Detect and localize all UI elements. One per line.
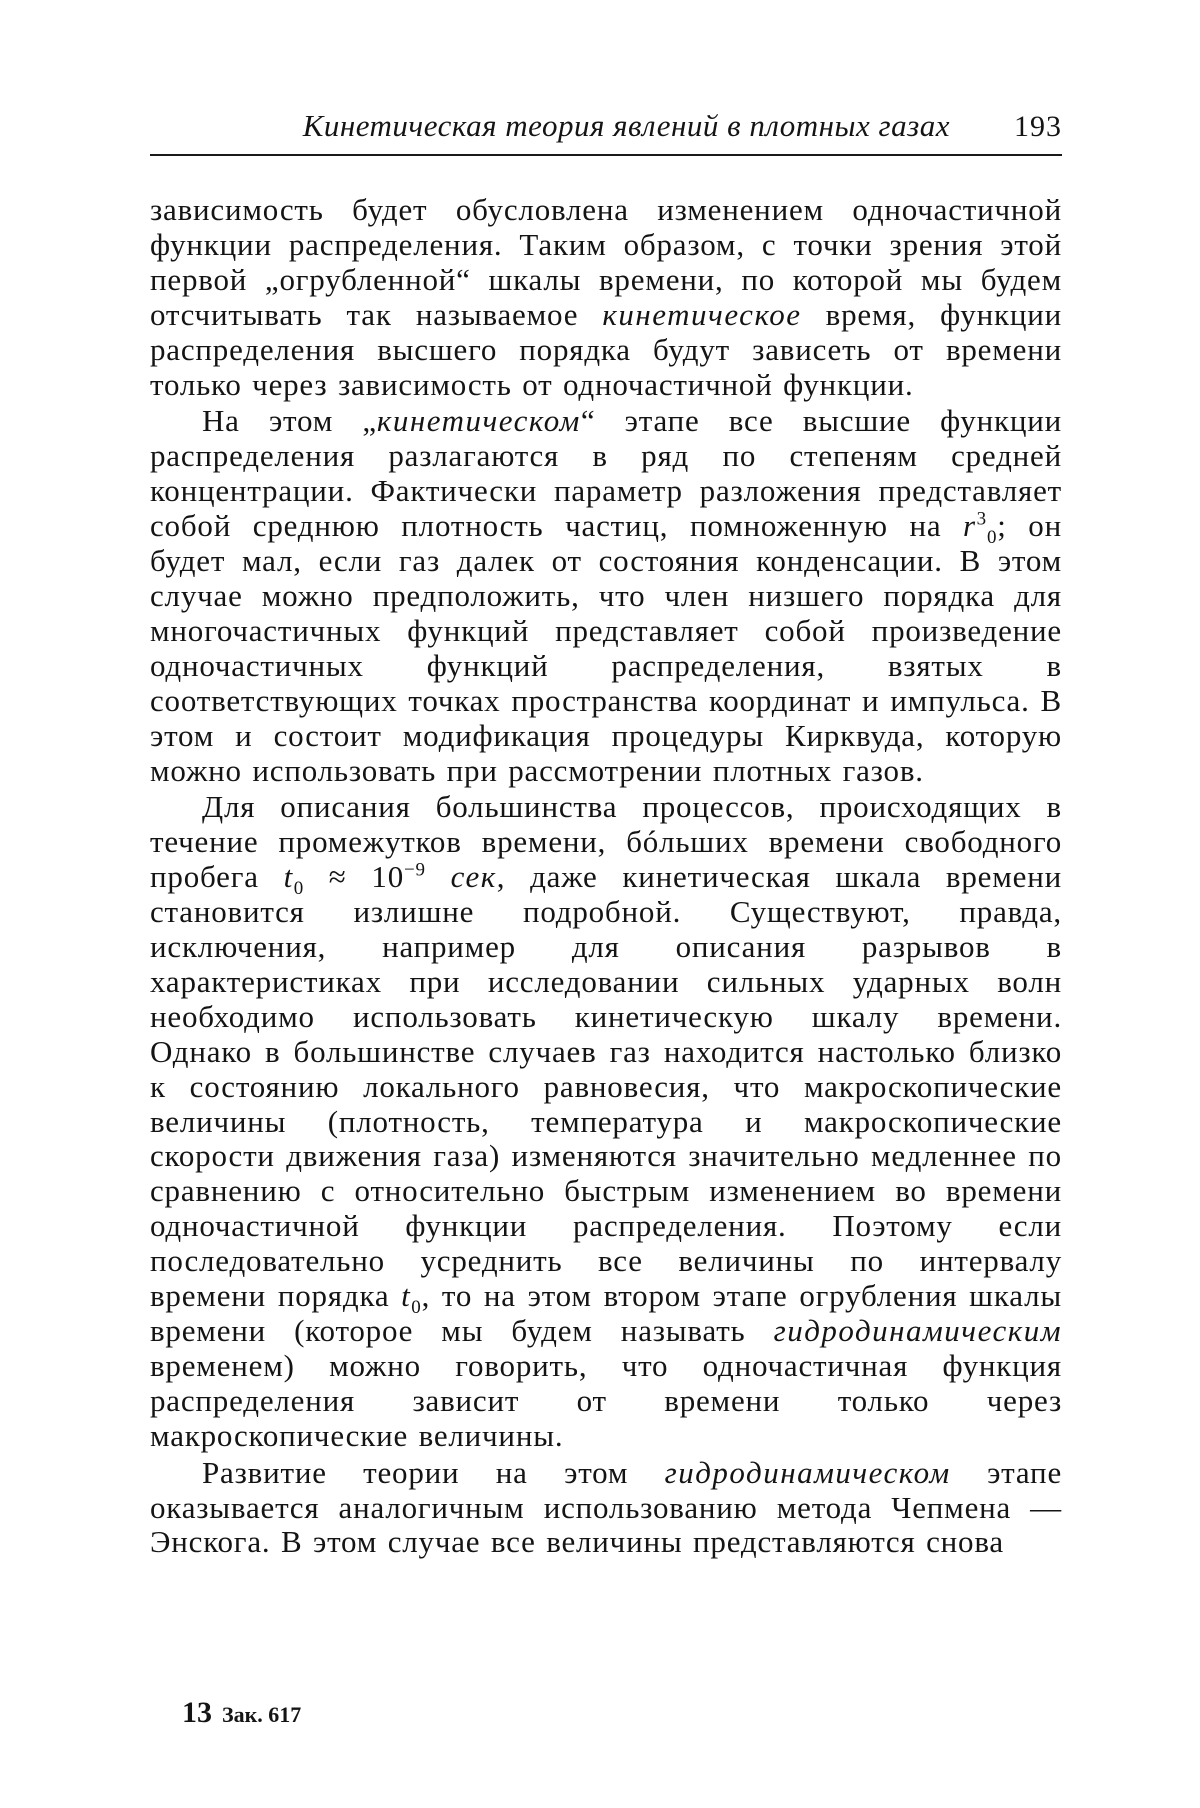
printer-signature: [182, 1696, 301, 1730]
text-italic: сек: [450, 859, 497, 895]
text-sub: 0: [293, 878, 305, 900]
running-header: [150, 108, 1062, 156]
order-number: Зак. 617: [222, 1702, 302, 1727]
text-run: Для описания большинства процессов, происходящих в течение промежутков времени, бóльших времени свободного пробега: [150, 789, 1062, 895]
text-italic: гидродинамическом: [664, 1454, 951, 1490]
text-run: ≈ 10: [304, 859, 405, 895]
text-run: На этом „: [202, 403, 377, 439]
text-run: , даже кинетическая шкала времени становится излишне подробной. Существуют, правда, исключения, например для описания разрывов в характеристиках при исследовании сильных ударных волн необходимо использовать кинетическую шкалу времени. Однако в большинстве случаев газ находится настолько близко к состоянию локального равновесия, что макроскопические величины (плотность, температура и макроскопические скорости движения газа) изменяются значительно медленнее по сравнению с относительно быстрым изменением во времени одночастичной функции распределения. Поэтому если последовательно усреднить все величины по интервалу времени порядка: [150, 859, 1062, 1314]
text-italic: r: [963, 508, 977, 544]
text-sup: −9: [404, 859, 426, 881]
text-run: временем) можно говорить, что одночастичная функция распределения зависит от времени только через макроскопические величины.: [150, 1347, 1062, 1453]
text-italic: гидродинамическим: [773, 1313, 1062, 1348]
paragraph: [150, 790, 1062, 1453]
paragraph: [150, 404, 1062, 788]
body-text: [150, 193, 1062, 1560]
text-italic: t: [401, 1278, 412, 1314]
text-run: зависимость будет обусловлена изменением одночастичной функции распределения. Таким образом, с точки зрения этой первой „огрубленной“ шкалы времени, по которой мы будем отсчитывать так называемое: [150, 192, 1062, 332]
paragraph: [150, 1456, 1062, 1561]
text-run: [426, 859, 451, 894]
text-sub: 0: [986, 527, 998, 549]
text-run: , то на этом втором этапе огрубления шкалы времени (которое мы будем называть: [150, 1278, 1062, 1348]
text-run: ; он будет мал, если газ далек от состояния конденсации. В этом случае можно предположить, что член низшего порядка для многочастичных функций представляет собой произведение одночастичных функций распределения, взятых в соответствующих точках пространства координат и импульса. В этом и состоит модификация процедуры Кирквуда, которую можно использовать при рассмотрении плотных газов.: [150, 508, 1062, 788]
text-sup: 3: [976, 508, 987, 530]
paragraph: [150, 193, 1062, 402]
text-sub: 0: [411, 1297, 422, 1319]
text-italic: кинетическом: [376, 403, 581, 439]
signature-number: 13: [182, 1696, 212, 1729]
text-run: “ этапе все высшие функции распределения разлагаются в ряд по степеням средней концентрации. Фактически параметр разложения представляет собой среднюю плотность частиц, помноженную на: [150, 403, 1062, 544]
text-run: Развитие теории на этом: [202, 1454, 665, 1490]
text-italic: кинетическое: [602, 296, 802, 332]
text-run: этапе оказывается аналогичным использованию метода Чепмена — Энскога. В этом случае все величины представляются снова: [150, 1454, 1063, 1560]
page-number: 193: [1014, 110, 1062, 143]
text-italic: t: [283, 859, 294, 895]
running-title: Кинетическая теория явлений в плотных газах: [302, 108, 950, 143]
text-run: время, функции распределения высшего порядка будут зависеть от времени только через зависимость от одночастичной функции.: [150, 296, 1062, 402]
